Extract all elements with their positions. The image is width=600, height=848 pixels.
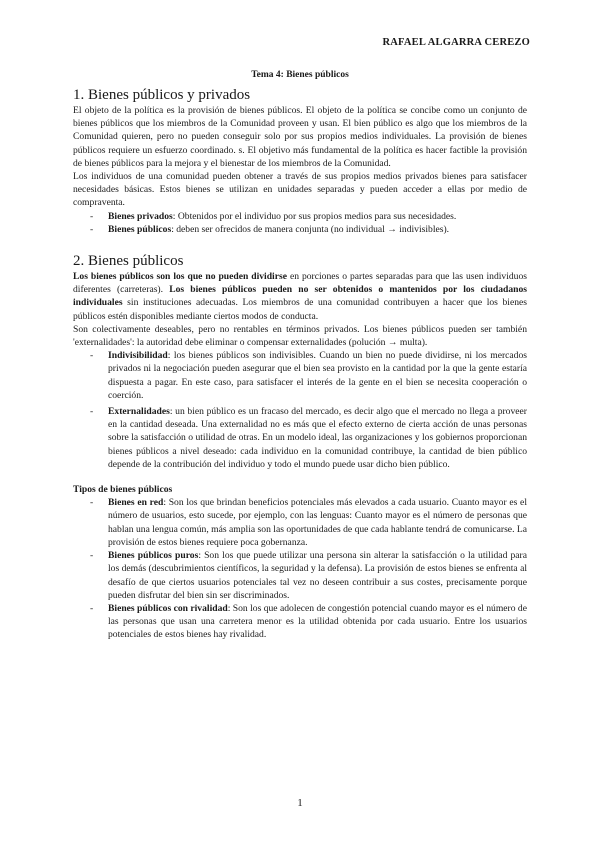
list-item-text: : Son los que puede utilizar una persona sin alterar la satisfacción o la utilidad para los demás (descubrimientos científicos, la seguridad y la defensa). La provisión de estos bienes se enfrenta al desafío de que ciertos usuarios potenciales tal vez no deseen contribuir a sus costes, precisamente porque pueden disfrutar del bien sin ser discriminados. xyxy=(108,550,527,601)
list-item-term: Externalidades xyxy=(108,406,170,418)
list-item-term: Bienes públicos xyxy=(108,223,172,235)
list-item-text: : Obtenidos por el individuo por sus propios medios para sus necesidades. xyxy=(172,210,457,222)
bullet-dash: - xyxy=(90,497,94,509)
bullet-dash: - xyxy=(90,602,94,614)
list-item xyxy=(73,223,527,236)
list-item-text: : un bien público es un fracaso del mercado, es decir algo que el mercado no llega a proveer en la cantidad deseada. Una externalidad no es más que el efecto externo de cierta acción de unas personas sobre la satisfacción o utilidad de otras. En un modelo ideal, las organizaciones y los gobiernos proporcionan bienes públicos a nivel deseado: cada individuo en la comunidad contribuye, la cantidad de bien público depende de la contribución del individuo y todo el mundo puede usar dicho bien público. xyxy=(108,406,527,470)
list-item xyxy=(73,602,527,642)
list-item-text: : Son los que adolecen de congestión potencial cuando mayor es el número de las personas que usan una carretera menor es la utilidad obtenida por cada usuario. Entre los usuarios potenciales de estos bienes hay rivalidad. xyxy=(108,602,527,641)
section1-heading: 1. Bienes públicos y privados xyxy=(73,87,251,103)
body-text: en porciones o partes separadas para que las usen individuos diferentes (carreteras). xyxy=(73,271,527,296)
list-item-term: Bienes públicos con rivalidad xyxy=(108,602,228,614)
document-body xyxy=(73,84,527,642)
bullet-dash: - xyxy=(90,350,94,362)
bullet-dash: - xyxy=(90,223,94,235)
bullet-dash: - xyxy=(90,210,94,222)
bullet-dash: - xyxy=(90,406,94,418)
list-item-text: : deben ser ofrecidos de manera conjunta (no individual → indivisibles). xyxy=(171,223,450,235)
section1-paragraph-2: Los individuos de una comunidad pueden obtener a través de sus propios medios privados bienes para satisfacer necesidades básicas. Estos bienes se utilizan en unidades separadas y pueden acceder a ellas por medio de compraventa. xyxy=(73,171,527,209)
body-text: sin instituciones adecuadas. Los miembros de una comunidad contribuyen a hacer que los bienes públicos estén disponibles mediante ciertos modos de conducta. xyxy=(73,297,527,322)
list-item-term: Bienes en red xyxy=(108,497,164,509)
list-item-term: Indivisibilidad xyxy=(108,350,168,362)
list-item xyxy=(73,210,527,223)
list-item xyxy=(73,496,527,549)
section1-paragraph-1: El objeto de la política es la provisión de bienes públicos. El objeto de la política se concibe como un conjunto de bienes públicos que los miembros de la Comunidad proveen y usan. El bien público es algo que los miembros de la Comunidad quieren, pero no pueden conseguir solo por sus propios medios individuales. La provisión de bienes públicos requiere un esfuerzo coordinado. s. El objetivo más fundamental de la política es hacer factible la provisión de bienes públicos para la mejora y el bienestar de los miembros de la Comunidad. xyxy=(73,105,527,169)
section2-paragraph-2: Son colectivamente deseables, pero no rentables en términos privados. Los bienes públicos pueden ser también 'externalidades': la autoridad debe eliminar o compensar externalidades (polución → multa). xyxy=(73,323,527,349)
list-item-text: : los bienes públicos son indivisibles. Cuando un bien no puede dividirse, ni los mercados privados ni la negociación pueden asegurar que el bien sea provisto en la cantidad por la que la gente estaría dispuesta a pagar. En este caso, para satisfacer el interés de la gente en el bien se necesita cooperación o coerción. xyxy=(108,350,527,401)
page-number: 1 xyxy=(297,797,303,809)
section1-list xyxy=(73,210,527,236)
section2-heading: 2. Bienes públicos xyxy=(73,253,184,270)
list-item xyxy=(73,405,527,471)
bold-phrase: Los bienes públicos son los que no pueden dividirse xyxy=(73,271,287,283)
types-list xyxy=(73,496,527,641)
section2-list xyxy=(73,349,527,471)
types-subheading: Tipos de bienes públicos xyxy=(73,484,173,496)
list-item xyxy=(73,349,527,402)
list-item-term: Bienes públicos puros xyxy=(108,550,199,562)
author-header: RAFAEL ALGARRA CEREZO xyxy=(382,37,530,48)
bullet-dash: - xyxy=(90,550,94,562)
list-item xyxy=(73,549,527,602)
list-item-term: Bienes privados xyxy=(108,210,173,222)
bold-phrase: Los bienes públicos pueden no ser obtenidos o mantenidos por los ciudadanos individuales xyxy=(73,284,527,309)
topic-title: Tema 4: Bienes públicos xyxy=(251,70,349,80)
section2-paragraph-1 xyxy=(73,270,527,323)
list-item-text: : Son los que brindan beneficios potenciales más elevados a cada usuario. Cuanto mayor es el número de usuarios, esto sucede, por ejemplo, con las lenguas: Cuanto mayor es el número de personas que hablan una lengua común, más amplia son las oportunidades de que cada hablante tendrá de comunicarse. La provisión de estos bienes requiere poca gobernanza. xyxy=(108,497,527,548)
